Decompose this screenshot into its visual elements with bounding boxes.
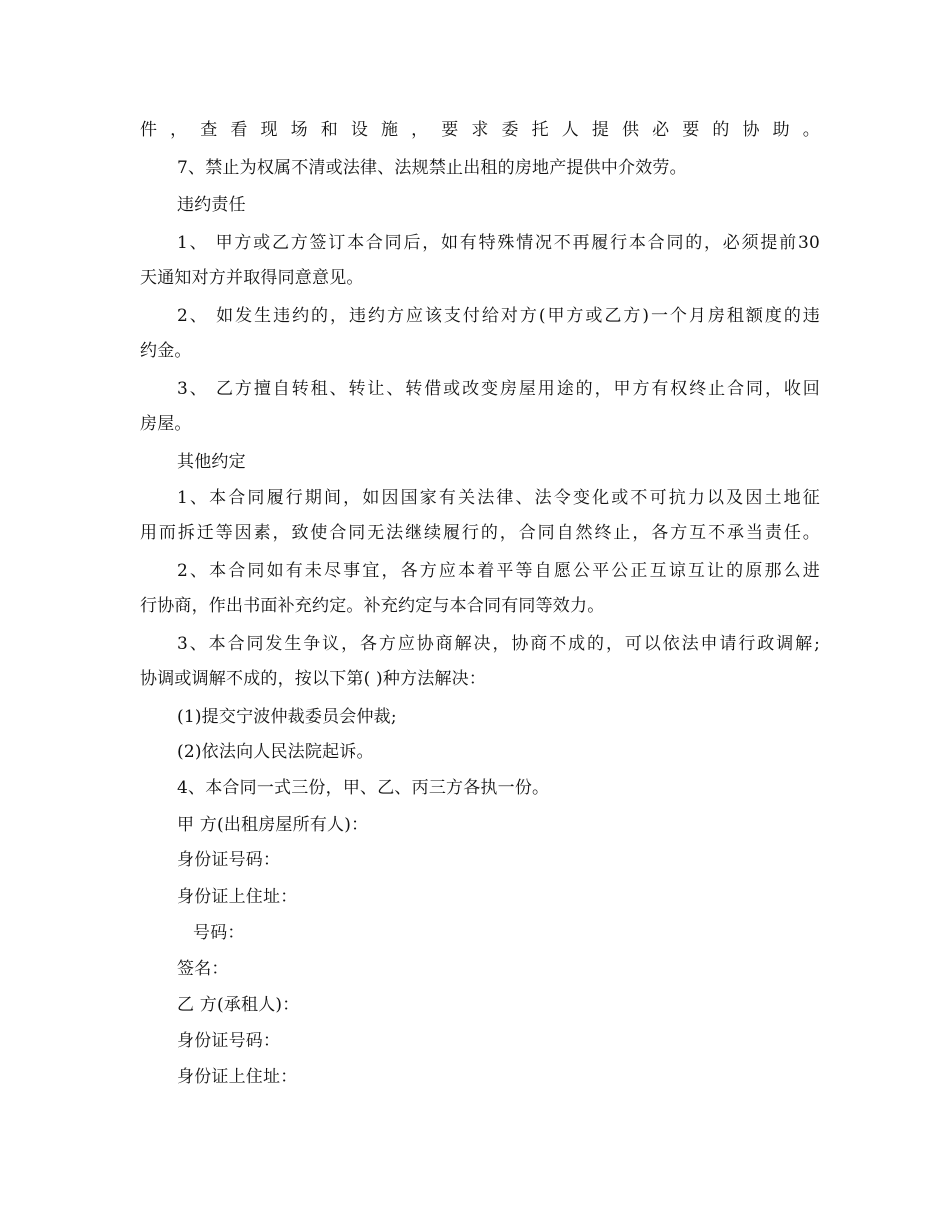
signature-field-party-b: 乙 方(承租人)： xyxy=(177,995,300,1015)
paragraph-line: 用而拆迁等因素，致使合同无法继续履行的，合同自然终止，各方互不承当责任。 xyxy=(140,523,820,543)
signature-field-sign: 签名： xyxy=(177,959,229,979)
paragraph-line: 行协商，作出书面补充约定。补充约定与本合同有同等效力。 xyxy=(140,596,605,616)
signature-field-id-address: 身份证上住址： xyxy=(177,1067,298,1087)
paragraph-line: 协调或调解不成的，按以下第( )种方法解决： xyxy=(140,669,487,689)
paragraph-line: 1、 甲方或乙方签订本合同后，如有特殊情况不再履行本合同的，必须提前30 xyxy=(177,233,820,253)
paragraph-line: (2)依法向人民法院起诉。 xyxy=(177,742,374,762)
paragraph-line: 房屋。 xyxy=(140,414,192,434)
paragraph-line: 约金。 xyxy=(140,341,192,361)
paragraph-line: 7、禁止为权属不清或法律、法规禁止出租的房地产提供中介效劳。 xyxy=(177,158,687,178)
signature-field-id-number: 身份证号码： xyxy=(177,1031,281,1051)
paragraph-line: 3、 乙方擅自转租、转让、转借或改变房屋用途的，甲方有权终止合同，收回 xyxy=(177,379,820,399)
signature-field-id-address: 身份证上住址： xyxy=(177,887,298,907)
paragraph-line: 1、本合同履行期间，如因国家有关法律、法令变化或不可抗力以及因土地征 xyxy=(177,488,820,508)
paragraph-line: 2、本合同如有未尽事宜，各方应本着平等自愿公平公正互谅互让的原那么进 xyxy=(177,561,820,581)
paragraph-line: (1)提交宁波仲裁委员会仲裁; xyxy=(177,707,397,727)
signature-field-id-number: 身份证号码： xyxy=(177,850,281,870)
signature-field-party-a: 甲 方(出租房屋所有人)： xyxy=(177,815,369,835)
paragraph-line: 件，查看现场和设施，要求委托人提供必要的协助。 xyxy=(140,120,820,140)
paragraph-line: 天通知对方并取得同意意见。 xyxy=(140,268,364,288)
paragraph-line: 3、本合同发生争议，各方应协商解决，协商不成的，可以依法申请行政调解; xyxy=(177,634,820,654)
section-heading-breach: 违约责任 xyxy=(177,195,246,215)
paragraph-line: 2、 如发生违约的，违约方应该支付给对方(甲方或乙方)一个月房租额度的违 xyxy=(177,306,820,326)
paragraph-line: 4、本合同一式三份，甲、乙、丙三方各执一份。 xyxy=(177,778,550,798)
signature-field-number: 号码： xyxy=(193,923,245,943)
section-heading-other: 其他约定 xyxy=(177,452,246,472)
